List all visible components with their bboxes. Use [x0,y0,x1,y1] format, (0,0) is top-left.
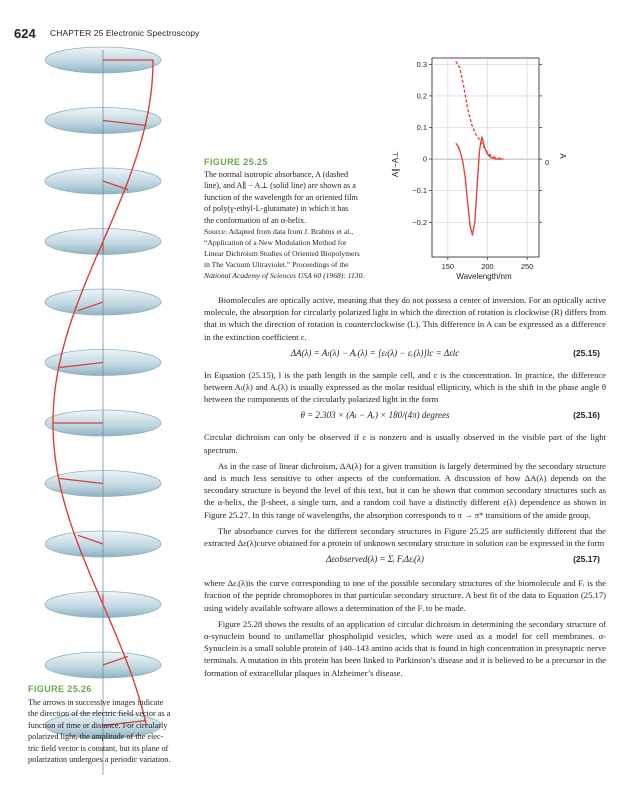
figure-25-25-source [204,226,394,281]
equation-expression: θ = 2.303 × (Aₗ − Aᵣ) × 180/(4π) degrees [300,410,450,421]
chart-series-linear-dichroism [456,137,504,235]
chart-x-tick-label: 250 [520,262,534,271]
equation-number: (25.16) [573,410,600,421]
paragraph: Biomolecules are optically active, meaning that they do not possess a center of inversion. For an optically active molecule, the absorption for circularly polarized light in which the direction of rotation is clockwise (R) differs from that in which the direction of rotation is counterclockwise (L). This difference in A can be expressed as a difference in the extinction coefficient ε. [204,295,606,342]
chart-x-tick-label: 200 [481,262,494,271]
caption-line: function of time or distance. For circularly [28,720,168,730]
chart-right-axis-tick: 0 [545,158,550,167]
chart-y-tick-label: 0.2 [416,91,427,101]
equation-expression: ΔA(λ) = Aₗ(λ) − Aᵣ(λ) = [εₗ(λ) − εᵣ(λ)]lc = Δεlc [290,347,460,358]
chart-x-axis-label: Wavelength/nm [456,272,512,281]
equation-number: (25.17) [573,554,600,565]
caption-line: polarized light, the amplitude of the elec- [28,732,164,742]
chart-x-tick-label: 150 [441,262,455,271]
chart-y-tick-label: 0.1 [416,122,427,132]
paragraph: In Equation (25.15), l is the path length in the sample cell, and c is the concentration. In practice, the difference between Aₗ(λ) and Aᵣ(λ) is usually expressed as the molar residual ellipticity, which is the shift in the phase angle θ between the components of the circularly polarized light in the form [204,369,606,405]
chapter-title: CHAPTER 25 Electronic Spectroscopy [50,28,200,38]
main-text [204,294,606,683]
equation-25-17 [204,553,606,571]
equation-expression: Δεobserved(λ) = Σᵢ FᵢΔεᵢ(λ) [326,554,424,565]
source-line: National Academy of Sciences USA 60 (1968): 1130. [204,271,365,281]
figure-25-25-title: FIGURE 25.25 [204,157,268,167]
caption-line: function of the wavelength for an oriented film [204,192,358,202]
chart-y-tick-label: −0.2 [412,217,427,227]
caption-line: the direction of the electric field vector as a [28,709,171,719]
caption-line: line), and A∥ − A⊥ (solid line) are shown as a [204,181,356,191]
source-line: Linear Dichroism Studies of Oriented Biopolymers [204,249,360,259]
paragraph: Circular dichroism can only be observed if ε is nonzero and is usually observed in the visible part of the light spectrum. [204,432,606,455]
chart-series-isotropic-absorbance [456,61,504,159]
equation-25-15 [204,347,606,363]
equation-number: (25.15) [573,347,600,358]
figure-25-26-illustration [28,40,188,780]
figure-25-25-chart [384,52,566,284]
figure-25-26-caption [28,697,200,765]
caption-line: The normal isotropic absorbance, A (dashed [204,170,349,179]
paragraph: where Δεᵢ(λ)is the curve corresponding to one of the possible secondary structures of the biomolecule and Fᵢ is the fraction of the peptide chromophores in that particular secondary structure. A best fit of the data to Equation (25.17) using widely available software allows a determination of the Fᵢ to be made. [204,578,606,613]
source-line: Source: Adapted from data from J. Brahms et al., [204,227,354,237]
chart-y-tick-label: 0.3 [416,59,427,69]
figure-25-25-caption [204,169,394,281]
chart-y-tick-label: −0.1 [412,186,427,196]
caption-line: the conformation of an α-helix. [204,215,307,225]
caption-line: tric field vector is constant, but its plane of [28,743,169,753]
source-line: in The Vacuum Ultraviolet.” Proceedings of the [204,260,349,270]
chart-y-tick-label: 0 [422,154,427,164]
caption-line: of poly(γ-ethyl-L-glutamate) in which it has [204,204,349,214]
equation-25-16 [204,409,606,425]
figure-25-26-title: FIGURE 25.26 [28,684,92,694]
paragraph: As in the case of linear dichroism, ΔA(λ) for a given transition is largely determined by the secondary structure and is much less sensitive to other aspects of the conformation. A discussion of how ΔA(λ) depends on the secondary structure is beyond the level of this text, but it can be shown that common secondary structures such as the α-helix, the β-sheet, a single turn, and a random coil have a distinctly different ε(λ) dependence as shown in Figure 25.27. In this range of wavelengths, the absorption corresponds to π → π* transitions of the amide group. [204,460,606,520]
chart-right-axis-label: A [558,153,567,159]
paragraph: Figure 25.28 shows the results of an application of circular dichroism in determining the secondary structure of α-synuclein bound to unilamellar phospholipid vesicles, which were used as a model for cell membranes. α-Synuclein is a small soluble protein of 140–143 amino acids that is found in high concentration in presynaptic nerve terminals. A mutation in this protein has been linked to Parkinson’s disease and it is believed to be a precursor in the formation of extracellular plaques in Alzheimer’s disease. [204,618,606,678]
caption-line: The arrows in successive images indicate [28,698,164,707]
paragraph: The absorbance curves for the different secondary structures in Figure 25.25 are sufficiently different that the extracted Δε(λ)curve obtained for a protein of unknown secondary structure in solution can be expressed in the form [204,525,606,549]
caption-line: polarization undergoes a periodic variation. [28,755,171,765]
page-number: 624 [14,26,36,41]
chart-y-axis-label: A∥−A⊥ [391,150,400,178]
source-line: “Application of a New Modulation Method for [204,238,347,248]
